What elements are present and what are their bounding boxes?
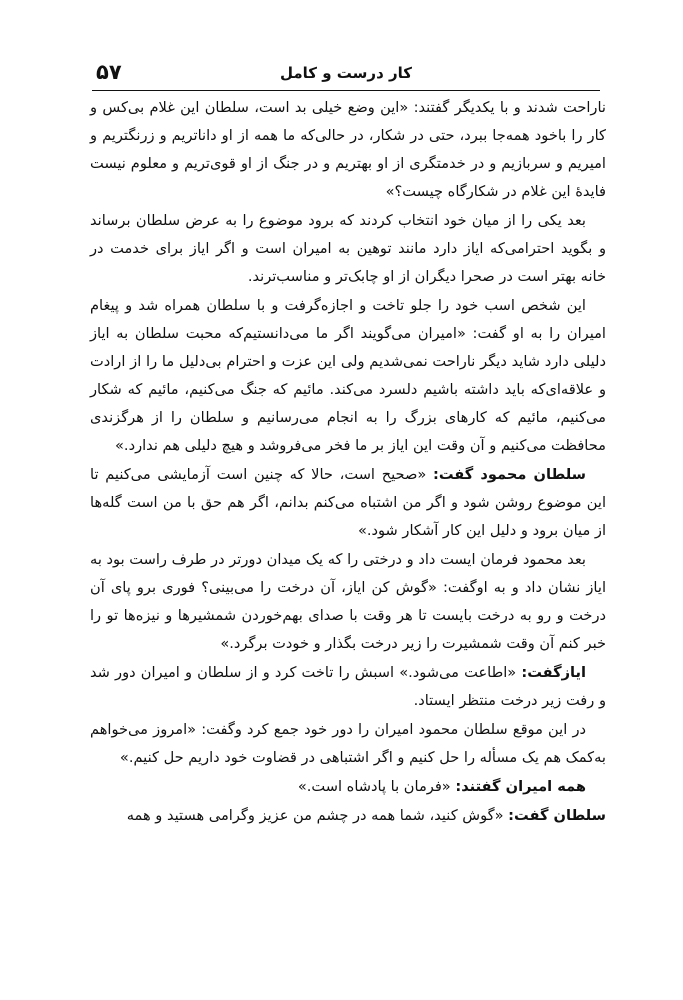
page-number: ۵۷: [96, 60, 122, 84]
paragraph-text: «فرمان با پادشاه است.»: [297, 778, 456, 795]
paragraph: [90, 292, 606, 460]
paragraph: [90, 546, 606, 658]
paragraph-text: ناراحت شدند و با یکدیگر گفتند: «این وضع خیلی بد است، سلطان این غلام بی‌کس و کار را باخود همه‌جا ببرد، حتی در شکار، در حالی‌که ما همه از او داناتریم و زرنگتریم و امیریم و سربازیم و در خدمتگری از او بهتریم و در جنگ از او قوی‌تریم و معلوم نیست فایدهٔ این غلام در شکارگاه چیست؟»: [90, 99, 606, 200]
speaker-label: سلطان محمود گفت:: [432, 466, 587, 483]
speaker-label: همه امیران گفتند:: [455, 778, 586, 795]
paragraph-text: بعد محمود فرمان ایست داد و درختی را که یک میدان دورتر در طرف راست بود به ایاز نشان داد و به اوگفت: «گوش کن ایاز، آن درخت را می‌بینی؟ فوری برو پای آن درخت و رو به درخت بایست تا هر وقت با صدای بهم‌خوردن شمشیرها و نیزه‌ها تو را خبر کنم آن وقت شمشیرت را زیر درخت بگذار و خودت برگرد.»: [90, 551, 606, 652]
paragraph-text: این شخص اسب خود را جلو تاخت و اجازه‌گرفت و با سلطان همراه شد و پیغام امیران را به او گفت: «امیران می‌گویند اگر ما می‌دانستیم‌که محبت سلطان به ایاز دلیلی دارد شاید دیگر ناراحت نمی‌شدیم ولی این عزت و احترام بی‌دلیل ما را از ارادت و علاقه‌ای‌که باید داشته باشیم دلسرد می‌کند. مائیم که جنگ می‌کنیم، مائیم که شکار می‌کنیم، مائیم که کارهای بزرگ را به انجام می‌رسانیم و سلطان را از هرگزندی محافظت می‌کنیم و آن وقت این ایاز بر ما فخر می‌فروشد و هیچ دلیلی هم ندارد.»: [90, 297, 606, 454]
paragraph: [90, 659, 606, 715]
paragraph: [90, 716, 606, 772]
speaker-label: سلطان گفت:: [508, 807, 606, 824]
paragraph: [90, 802, 606, 830]
paragraph: [90, 773, 606, 801]
speaker-label: ایازگفت:: [521, 664, 586, 681]
paragraph-text: «صحیح است، حالا که چنین است آزمایشی می‌کنیم تا این موضوع روشن شود و اگر من اشتباه می‌کنم بدانم، اگر هم حق با من است گله‌ها از میان برود و دلیل این کار آشکار شود.»: [90, 466, 606, 539]
paragraph-text: بعد یکی را از میان خود انتخاب کردند که برود موضوع را به عرض سلطان برساند و بگوید احترامی‌که ایاز دارد مانند توهین به امیران است و اگر ایاز برای خدمت در خانه بهتر است در صحرا دیگران از او چابک‌تر و مناسب‌ترند.: [90, 212, 606, 285]
page-header: [92, 58, 600, 91]
paragraph-text: در این موقع سلطان محمود امیران را دور خود جمع کرد وگفت: «امروز می‌خواهم به‌کمک هم یک مسأله را حل کنیم و اگر اشتباهی در قضاوت خود داریم حل کنیم.»: [90, 721, 606, 766]
running-title: کار درست و کامل: [280, 64, 412, 82]
paragraph-text: «اطاعت می‌شود.» اسبش را تاخت کرد و از سلطان و امیران دور شد و رفت زیر درخت منتظر ایستاد.: [90, 664, 606, 709]
body-text: [90, 94, 606, 831]
paragraph: [90, 94, 606, 206]
paragraph-text: «گوش کنید، شما همه در چشم من عزیز وگرامی هستید و همه: [126, 807, 509, 824]
paragraph: [90, 207, 606, 291]
paragraph: [90, 461, 606, 545]
